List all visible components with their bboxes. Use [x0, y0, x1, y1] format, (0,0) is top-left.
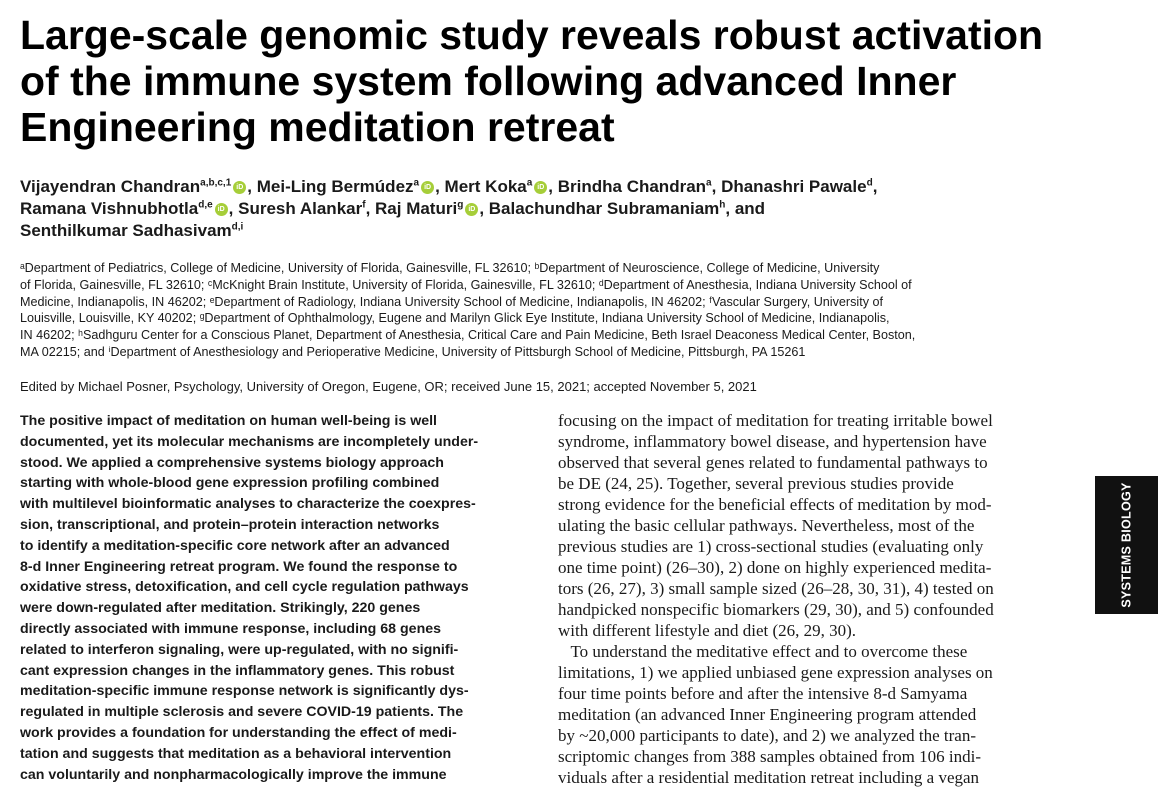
author-affil-sup: a,b,c,1 — [200, 177, 232, 189]
affiliation-line: Louisville, Louisville, KY 40202; ᵍDepartment of Ophthalmology, Eugene and Marilyn Glick Eye Institute, Indiana University School of Medicine, Indianapolis, — [20, 311, 890, 326]
body-line: syndrome, inflammatory bowel disease, and hypertension have — [558, 432, 987, 451]
author-affil-sup: a — [413, 177, 420, 189]
author-affil-sup: d — [866, 177, 873, 189]
affiliation-line: IN 46202; ʰSadhguru Center for a Conscious Planet, Department of Anesthesia, Critical Care and Pain Medicine, Beth Israel Deaconess Medical Center, Boston, — [20, 328, 916, 343]
author-name[interactable]: Mert Koka — [444, 177, 527, 196]
body-line: four time points before and after the intensive 8-d Samyama — [558, 684, 968, 703]
author-affil-sup: g — [457, 199, 464, 211]
author-affil-sup: d,e — [198, 199, 213, 211]
body-line: viduals after a residential meditation retreat including a vegan — [558, 768, 980, 787]
author-name[interactable]: Balachundhar Subramaniam — [488, 199, 720, 218]
abstract-line: tation and suggests that meditation as a behavioral intervention — [20, 745, 452, 762]
author-affil-sup: a — [526, 177, 533, 189]
body-line: tors (26, 27), 3) small sample sized (26–28, 30, 31), 4) tested on — [558, 579, 994, 598]
abstract — [20, 411, 530, 785]
abstract-line: The positive impact of meditation on human well-being is well — [20, 413, 438, 429]
author-conjunction: and — [734, 199, 766, 218]
author-name[interactable]: Mei-Ling Bermúdez — [256, 177, 414, 196]
body-text-column — [558, 410, 1073, 788]
abstract-line: work provides a foundation for understanding the effect of medi- — [20, 724, 457, 741]
abstract-line: oxidative stress, detoxification, and cell cycle regulation pathways — [20, 579, 469, 596]
abstract-line: to identify a meditation-specific core network after an advanced — [20, 537, 450, 554]
side-tab-label: SYSTEMS BIOLOGY — [1119, 482, 1134, 608]
article-title — [20, 12, 1060, 150]
orcid-icon[interactable]: iD — [421, 181, 434, 194]
abstract-line: starting with whole-blood gene expression profiling combined — [20, 475, 440, 492]
author-name[interactable]: Suresh Alankar — [238, 199, 363, 218]
author-name[interactable]: Brindha Chandran — [557, 177, 707, 196]
author-line-3 — [20, 220, 1080, 242]
author-affil-sup: f — [362, 199, 366, 211]
abstract-line: meditation-specific immune response network is significantly dys- — [20, 683, 469, 700]
orcid-icon[interactable]: iD — [215, 203, 228, 216]
orcid-icon[interactable]: iD — [233, 181, 246, 194]
title-line: of the immune system following advanced Inner — [20, 58, 957, 104]
body-line: previous studies are 1) cross-sectional studies (evaluating only — [558, 537, 984, 556]
affiliation-line: ᵃDepartment of Pediatrics, College of Medicine, University of Florida, Gainesville, FL 32610; ᵇDepartment of Neuroscience, College of Medicine, University — [20, 261, 880, 275]
author-affil-sup: a — [706, 177, 712, 189]
affiliation-line: MA 02215; and ⁱDepartment of Anesthesiology and Perioperative Medicine, University of Pittsburgh School of Medicine, Pittsburgh, PA 15261 — [20, 344, 806, 359]
author-name[interactable]: Ramana Vishnubhotla — [20, 199, 199, 218]
title-line: Large-scale genomic study reveals robust activation — [20, 12, 1044, 58]
body-line: be DE (24, 25). Together, several previous studies provide — [558, 474, 954, 493]
body-line: limitations, 1) we applied unbiased gene expression analyses on — [558, 663, 993, 682]
affiliation-line: Medicine, Indianapolis, IN 46202; ᵉDepartment of Radiology, Indiana University School of Medicine, Indianapolis, IN 46202; ᶠVascular Surgery, University of — [20, 294, 883, 309]
title-line: Engineering meditation retreat — [20, 104, 615, 150]
author-affil-sup: d,i — [231, 221, 244, 233]
affiliations — [20, 260, 1080, 361]
body-line: one time point) (26–30), 2) done on highly experienced medita- — [558, 558, 992, 577]
abstract-line: documented, yet its molecular mechanisms are incompletely under- — [20, 433, 479, 450]
abstract-line: stood. We applied a comprehensive systems biology approach — [20, 454, 444, 471]
edited-by-line: Edited by Michael Posner, Psychology, University of Oregon, Eugene, OR; received June 15, 2021; accepted November 5, 2021 — [20, 379, 757, 394]
author-name[interactable]: Vijayendran Chandran — [20, 177, 201, 196]
abstract-line: regulated in multiple sclerosis and severe COVID-19 patients. The — [20, 704, 464, 721]
body-line: with different lifestyle and diet (26, 29, 30). — [558, 621, 857, 640]
abstract-line: 8-d Inner Engineering retreat program. We found the response to — [20, 558, 458, 575]
abstract-line: were down-regulated after meditation. Strikingly, 220 genes — [20, 600, 421, 617]
body-line: handpicked nonspecific biomarkers (29, 30), and 5) confounded — [558, 600, 994, 619]
body-line: meditation (an advanced Inner Engineering program attended — [558, 705, 977, 724]
author-line-2: Ramana Vishnubhotla$^{d,e}$ iD , Suresh Alankar$^f$, Raj Maturi$^g$ iD , Balachundhar Subramaniam$^h$, and — [20, 199, 766, 218]
abstract-line: sion, transcriptional, and protein–protein interaction networks — [20, 516, 440, 533]
author-name[interactable]: Senthilkumar Sadhasivam — [20, 221, 232, 240]
author-name[interactable]: Raj Maturi — [375, 199, 458, 218]
body-line: strong evidence for the beneficial effects of meditation by mod- — [558, 495, 992, 514]
body-line: ulating the basic cellular pathways. Nevertheless, most of the — [558, 516, 975, 535]
abstract-line: with multilevel bioinformatic analyses to characterize the coexpres- — [20, 496, 476, 513]
body-line: focusing on the impact of meditation for treating irritable bowel — [558, 411, 993, 430]
author-list — [20, 176, 1080, 242]
orcid-icon[interactable]: iD — [465, 203, 478, 216]
author-line-1: Vijayendran Chandran$^{a,b,c,1}$ iD , Mei-Ling Bermúdez$^a$ iD , Mert Koka$^a$ iD , Brindha Chandran$^a$, Dhanashri Pawale$^d$, — [20, 177, 878, 196]
body-line: observed that several genes related to fundamental pathways to — [558, 453, 988, 472]
author-name[interactable]: Dhanashri Pawale — [721, 177, 867, 196]
abstract-line: cant expression changes in the inflammatory genes. This robust — [20, 662, 455, 679]
abstract-line: directly associated with immune response, including 68 genes — [20, 620, 442, 637]
body-line: by ~20,000 participants to date), and 2) we analyzed the tran- — [558, 726, 976, 745]
abstract-line: can voluntarily and nonpharmacologically improve the immune — [20, 766, 447, 783]
orcid-icon[interactable]: iD — [534, 181, 547, 194]
affiliation-line: of Florida, Gainesville, FL 32610; ᶜMcKnight Brain Institute, University of Florida, Gainesville, FL 32610; ᵈDepartment of Anesthesia, Indiana University School of — [20, 277, 912, 292]
author-affil-sup: h — [719, 199, 726, 211]
body-line: scriptomic changes from 388 samples obtained from 106 indi- — [558, 747, 982, 766]
body-line: To understand the meditative effect and to overcome these — [558, 642, 968, 661]
section-side-tab — [1095, 476, 1158, 614]
abstract-line: related to interferon signaling, were up-regulated, with no signifi- — [20, 641, 459, 658]
